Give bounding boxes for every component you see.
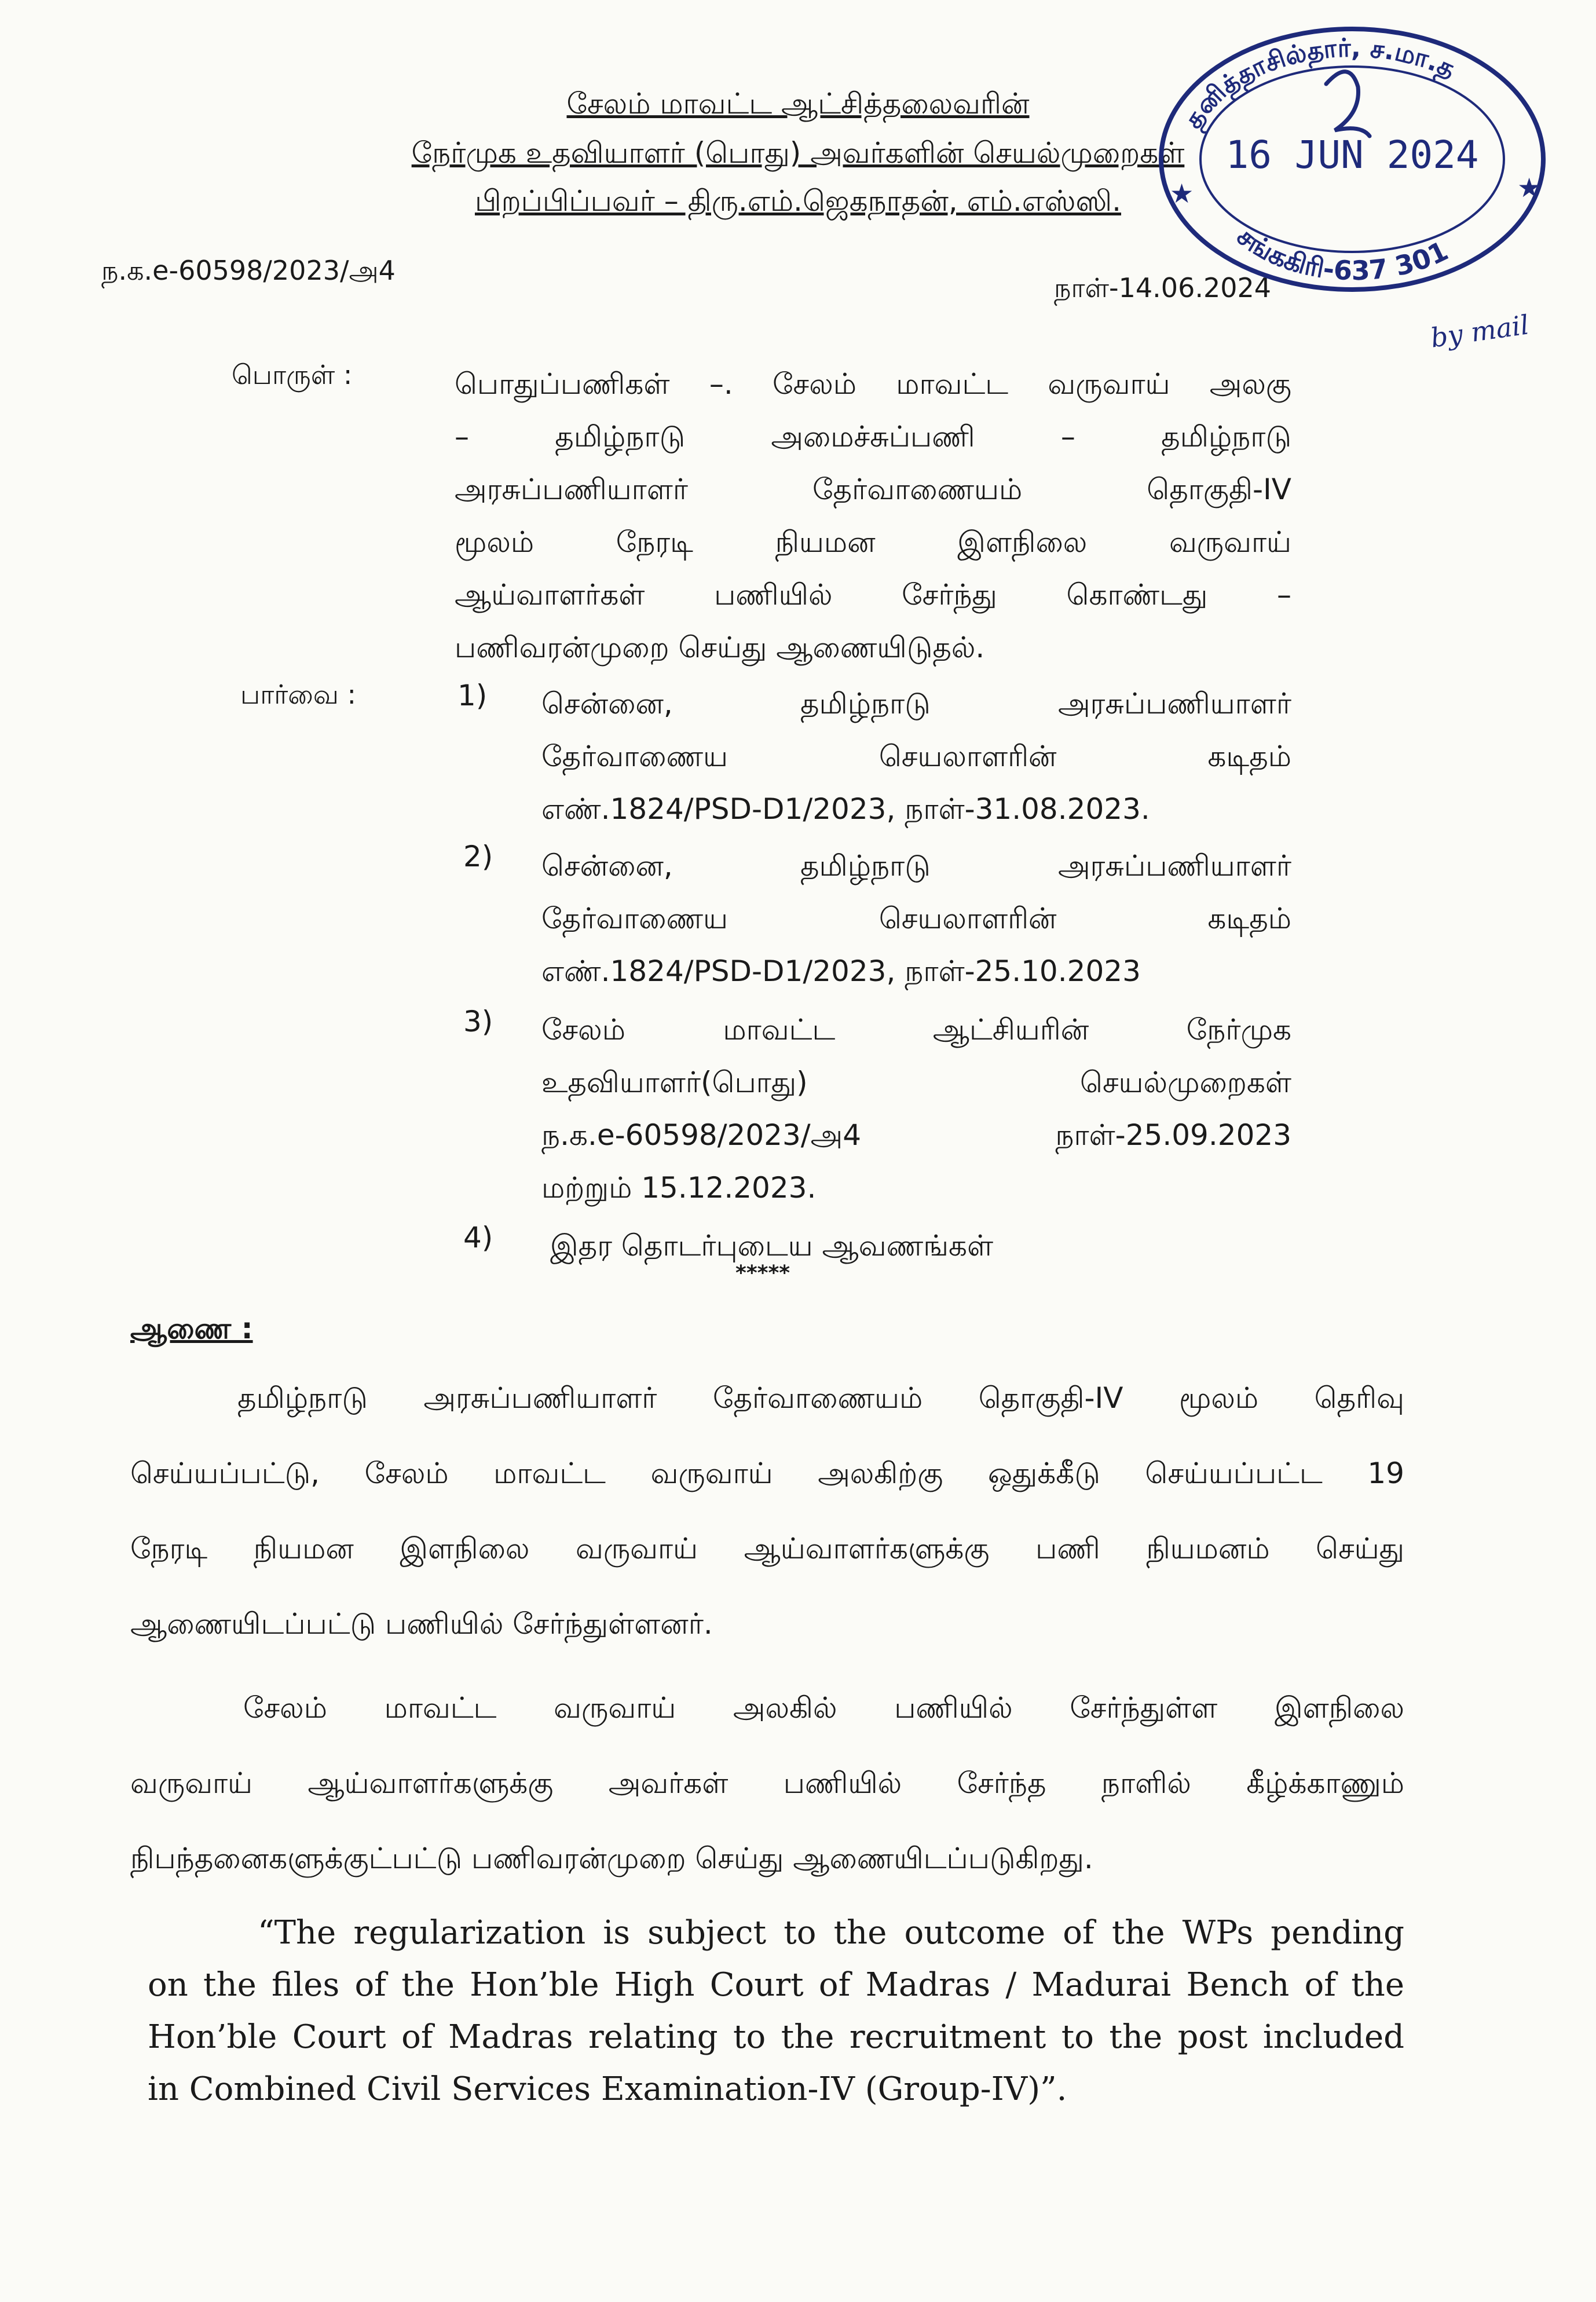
reference-line: தேர்வாணைய செயலாளரின் கடிதம்: [541, 902, 1291, 935]
reference-line: தேர்வாணைய செயலாளரின் கடிதம்: [541, 740, 1291, 773]
reference-line: இதர தொடர்புடைய ஆவணங்கள்: [550, 1229, 994, 1262]
reference-number-2: 2): [463, 840, 493, 873]
order-paragraph-line: செய்யப்பட்டு, சேலம் மாவட்ட வருவாய் அலகிற்கு ஒதுக்கீடு செய்யப்பட்ட 19: [130, 1456, 1404, 1490]
english-quote-line: on the files of the Hon’ble High Court of Madras / Madurai Bench of the: [148, 1966, 1404, 2004]
reference-line: சென்னை, தமிழ்நாடு அரசுப்பணியாளர்: [541, 849, 1291, 883]
document-date: நாள்-14.06.2024: [1054, 272, 1272, 303]
reference-number-1: 1): [457, 679, 488, 712]
references-label: பார்வை :: [240, 679, 356, 710]
reference-number: ந.க.e-60598/2023/அ4: [101, 255, 396, 286]
office-stamp: [1138, 14, 1566, 316]
order-paragraph-line: சேலம் மாவட்ட வருவாய் அலகில் பணியில் சேர்ந்துள்ள இளநிலை: [243, 1691, 1404, 1725]
handwritten-note: by mail: [1429, 309, 1531, 354]
english-quote-line: in Combined Civil Services Examination-IV (Group-IV)”.: [148, 2070, 1067, 2108]
stamp-star-right-icon: ★: [1517, 172, 1542, 203]
header-line-1: சேலம் மாவட்ட ஆட்சித்தலைவரின்: [566, 87, 1030, 120]
subject-label: பொருள் :: [232, 359, 353, 390]
signature-initial-icon: [1326, 72, 1370, 136]
subject-line: பொதுப்பணிகள் –. சேலம் மாவட்ட வருவாய் அலகு: [455, 367, 1291, 401]
reference-line: எண்.1824/PSD-D1/2023, நாள்-31.08.2023.: [541, 792, 1150, 826]
header-line-3: பிறப்பிப்பவர் – திரு.எம்.ஜெகநாதன், எம்.எஸ்ஸி.: [474, 184, 1121, 218]
stamp-date: 16 JUN 2024: [1225, 133, 1479, 177]
order-paragraph-line: நிபந்தனைகளுக்குட்பட்டு பணிவரன்முறை செய்து ஆணையிடப்படுகிறது.: [130, 1842, 1093, 1875]
english-quote-line: Hon’ble Court of Madras relating to the recruitment to the post included: [148, 2018, 1404, 2056]
order-label: ஆணை :: [130, 1312, 253, 1345]
order-paragraph-line: நேரடி நியமன இளநிலை வருவாய் ஆய்வாளர்களுக்கு பணி நியமனம் செய்து: [130, 1532, 1404, 1565]
subject-line: அரசுப்பணியாளர் தேர்வாணையம் தொகுதி-IV: [455, 473, 1291, 506]
subject-line: ஆய்வாளர்கள் பணியில் சேர்ந்து கொண்டது –: [455, 578, 1291, 612]
reference-number-4: 4): [463, 1221, 493, 1254]
order-paragraph-line: ஆணையிடப்பட்டு பணியில் சேர்ந்துள்ளனர்.: [130, 1607, 713, 1641]
subject-line: – தமிழ்நாடு அமைச்சுப்பணி – தமிழ்நாடு: [455, 420, 1291, 453]
stamp-bottom-text: சங்ககிரி-637 301: [1231, 220, 1453, 287]
reference-line: உதவியாளர்(பொது) செயல்முறைகள்: [541, 1066, 1291, 1099]
reference-line: எண்.1824/PSD-D1/2023, நாள்-25.10.2023: [541, 954, 1141, 988]
reference-line: ந.க.e-60598/2023/அ4 நாள்-25.09.2023: [541, 1118, 1291, 1152]
order-paragraph-line: தமிழ்நாடு அரசுப்பணியாளர் தேர்வாணையம் தொகுதி-IV மூலம் தெரிவு: [237, 1381, 1404, 1415]
stamp-star-left-icon: ★: [1170, 178, 1194, 209]
reference-line: சென்னை, தமிழ்நாடு அரசுப்பணியாளர்: [541, 687, 1291, 720]
reference-number-3: 3): [463, 1005, 493, 1038]
stamp-top-text: தனித்தாசில்தார், ச.மா.த: [1178, 33, 1460, 134]
separator: *****: [735, 1261, 790, 1285]
english-quote-line: “The regularization is subject to the outcome of the WPs pending: [258, 1914, 1404, 1952]
reference-line: சேலம் மாவட்ட ஆட்சியரின் நேர்முக: [541, 1013, 1291, 1046]
reference-line: மற்றும் 15.12.2023.: [541, 1171, 817, 1205]
subject-line: மூலம் நேரடி நியமன இளநிலை வருவாய்: [455, 525, 1291, 559]
order-paragraph-line: வருவாய் ஆய்வாளர்களுக்கு அவர்கள் பணியில் சேர்ந்த நாளில் கீழ்க்காணும்: [130, 1766, 1404, 1800]
subject-line: பணிவரன்முறை செய்து ஆணையிடுதல்.: [455, 631, 985, 664]
header-line-2: நேர்முக உதவியாளர் (பொது) அவர்களின் செயல்முறைகள்: [411, 136, 1185, 170]
